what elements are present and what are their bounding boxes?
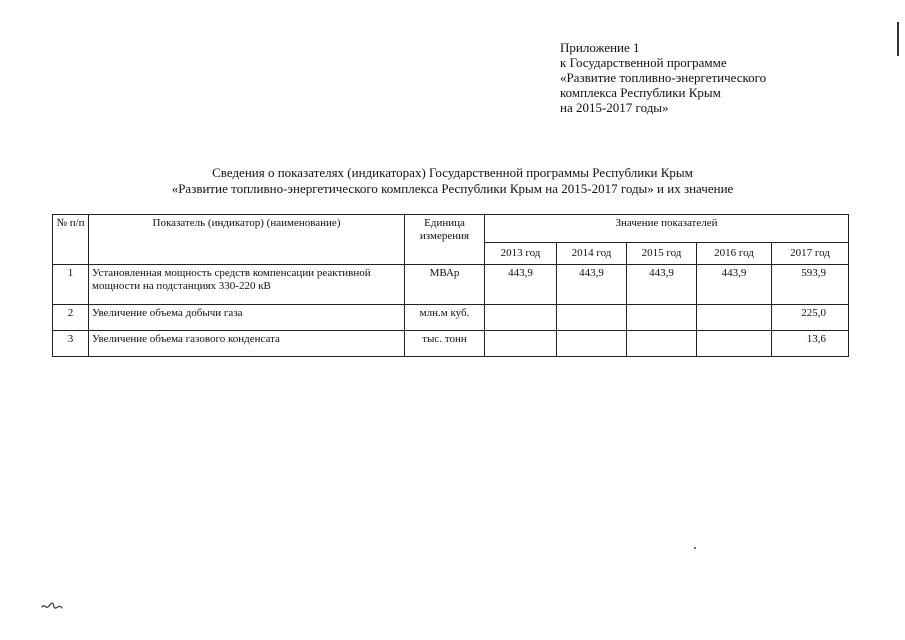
row-indicator-name: Увеличение объема газового конденсата bbox=[89, 331, 405, 357]
row-value: 443,9 bbox=[485, 265, 557, 305]
document-title bbox=[0, 165, 905, 197]
row-value bbox=[485, 331, 557, 357]
row-value: 225,0 bbox=[772, 305, 849, 331]
row-unit: млн.м куб. bbox=[405, 305, 485, 331]
header-year: 2016 год bbox=[697, 243, 772, 265]
appendix-line: на 2015-2017 годы» bbox=[560, 100, 669, 115]
row-value bbox=[697, 331, 772, 357]
row-indicator-name: Увеличение объема добычи газа bbox=[89, 305, 405, 331]
appendix-line: «Развитие топливно-энергетического bbox=[560, 70, 767, 85]
header-year: 2017 год bbox=[772, 243, 849, 265]
title-line-2: «Развитие топливно-энергетического комплекса Республики Крым на 2015-2017 годы» и их значение bbox=[171, 181, 734, 196]
row-indicator-name: Установленная мощность средств компенсации реактивной мощности на подстанциях 330-220 кВ bbox=[89, 265, 405, 305]
header-year: 2013 год bbox=[485, 243, 557, 265]
row-value bbox=[557, 331, 627, 357]
row-value bbox=[697, 305, 772, 331]
row-value: 443,9 bbox=[697, 265, 772, 305]
row-value: 443,9 bbox=[627, 265, 697, 305]
row-num: 1 bbox=[53, 265, 89, 305]
row-value bbox=[557, 305, 627, 331]
row-value: 13,6 bbox=[772, 331, 849, 357]
table-header-row bbox=[53, 215, 849, 243]
table-row bbox=[53, 331, 849, 357]
header-values-group: Значение показателей bbox=[485, 215, 849, 243]
table-row bbox=[53, 265, 849, 305]
row-value bbox=[485, 305, 557, 331]
table-row bbox=[53, 305, 849, 331]
row-value bbox=[627, 331, 697, 357]
row-num: 3 bbox=[53, 331, 89, 357]
appendix-line: комплекса Республики Крым bbox=[560, 85, 721, 100]
indicators-table bbox=[52, 214, 849, 357]
scan-edge-mark bbox=[897, 22, 899, 56]
title-line-1: Сведения о показателях (индикаторах) Государственной программы Республики Крым bbox=[212, 165, 693, 180]
row-value: 593,9 bbox=[772, 265, 849, 305]
header-year: 2014 год bbox=[557, 243, 627, 265]
header-num: № п/п bbox=[53, 215, 89, 265]
row-unit: тыс. тонн bbox=[405, 331, 485, 357]
row-value: 443,9 bbox=[557, 265, 627, 305]
header-year: 2015 год bbox=[627, 243, 697, 265]
appendix-note bbox=[560, 40, 766, 115]
appendix-line: к Государственной программе bbox=[560, 55, 727, 70]
header-name: Показатель (индикатор) (наименование) bbox=[89, 215, 405, 265]
row-value bbox=[627, 305, 697, 331]
header-unit: Единица измерения bbox=[405, 215, 485, 265]
appendix-line: Приложение 1 bbox=[560, 40, 640, 55]
scan-dot bbox=[694, 547, 696, 549]
row-num: 2 bbox=[53, 305, 89, 331]
row-unit: МВАр bbox=[405, 265, 485, 305]
handwritten-mark-icon bbox=[40, 598, 64, 616]
